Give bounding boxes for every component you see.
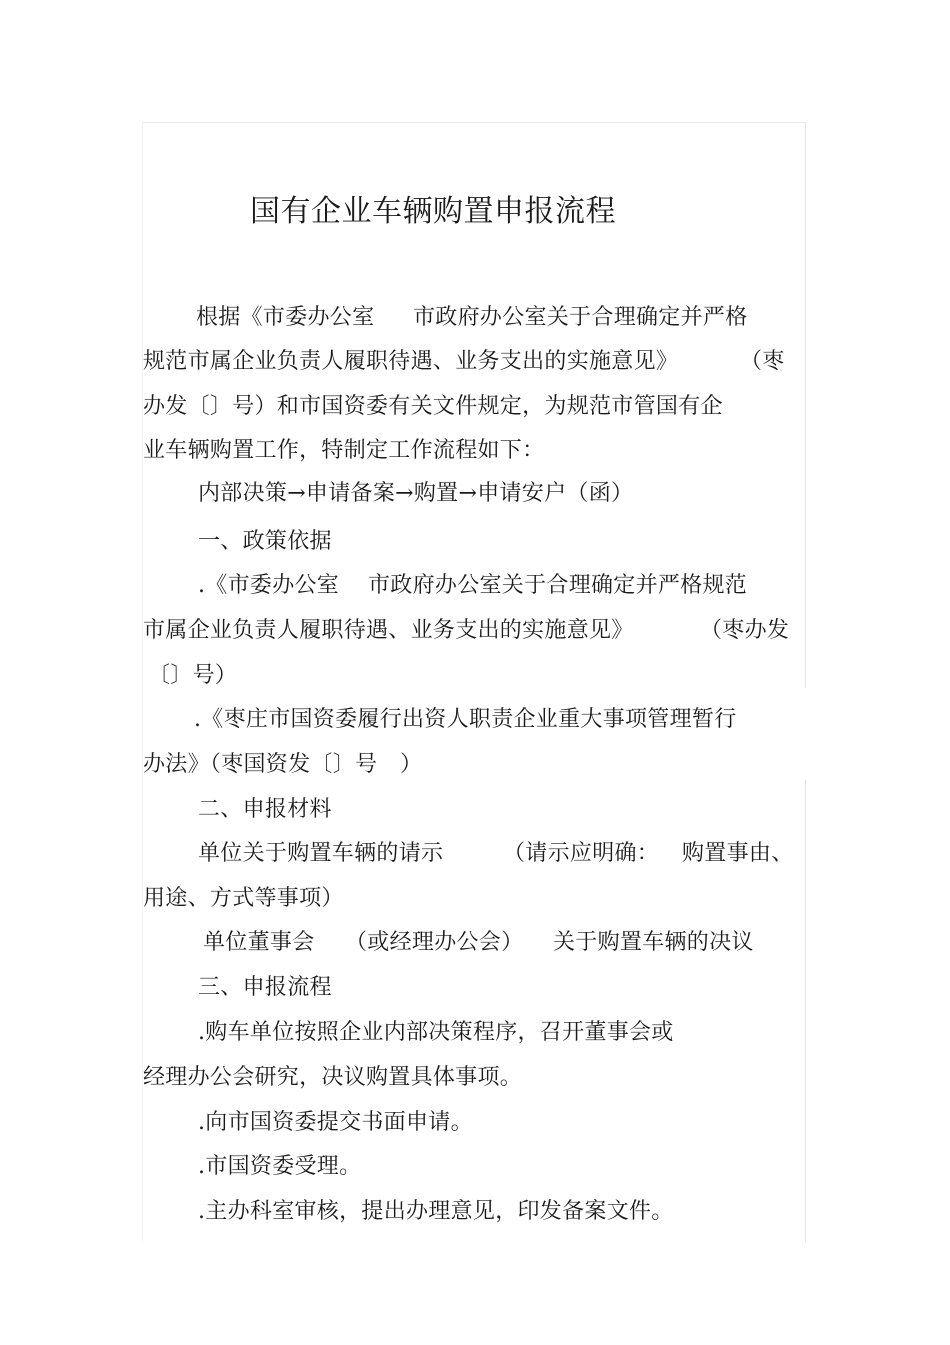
text-line: 经理办公会研究，决议购置具体事项。: [143, 1065, 523, 1090]
text-line: （枣办发: [700, 618, 790, 643]
text-line: 市政府办公室关于合理确定并严格: [413, 305, 748, 330]
text-line: 市属企业负责人履职待遇、业务支出的实施意见》: [143, 618, 634, 643]
text-line: 〔〕号）: [148, 663, 238, 688]
text-line: .主办科室审核，提出办理意见，印发备案文件。: [198, 1199, 674, 1224]
text-line: （请示应明确：: [503, 841, 660, 866]
text-line: .市国资委受理。: [198, 1154, 362, 1179]
border-gap: [800, 688, 810, 780]
text-line: 单位董事会: [203, 930, 315, 955]
text-line: 购置事由、: [682, 841, 794, 866]
document-title: 国有企业车辆购置申报流程: [250, 194, 616, 229]
text-line: 业车辆购置工作，特制定工作流程如下：: [143, 438, 545, 463]
section-heading: 一、政策依据: [198, 529, 332, 554]
text-line: 单位关于购置车辆的请示: [198, 841, 444, 866]
text-line: .《市委办公室: [198, 573, 340, 598]
text-line: （或经理办公会）: [345, 930, 524, 955]
text-line: 内部决策→申请备案→购置→申请安户（函）: [198, 481, 634, 506]
text-line: ）: [400, 752, 423, 777]
text-line: 市政府办公室关于合理确定并严格规范: [368, 573, 748, 598]
text-line: .购车单位按照企业内部决策程序，召开董事会或: [198, 1020, 674, 1045]
text-line: .《枣庄市国资委履行出资人职责企业重大事项管理暂行: [194, 707, 737, 732]
text-line: （枣: [740, 349, 785, 374]
text-line: 根据《市委办公室: [196, 305, 375, 330]
section-heading: 三、申报流程: [198, 975, 332, 1000]
text-line: 关于购置车辆的决议: [553, 930, 754, 955]
section-heading: 二、申报材料: [198, 797, 332, 822]
text-line: 用途、方式等事项）: [143, 886, 344, 911]
text-line: 办发〔〕号）和市国资委有关文件规定，为规范市管国有企: [143, 394, 723, 419]
text-line: 规范市属企业负责人履职待遇、业务支出的实施意见》: [143, 349, 679, 374]
text-line: 办法》（枣国资发〔〕号: [143, 752, 378, 777]
text-line: .向市国资委提交书面申请。: [198, 1110, 473, 1135]
